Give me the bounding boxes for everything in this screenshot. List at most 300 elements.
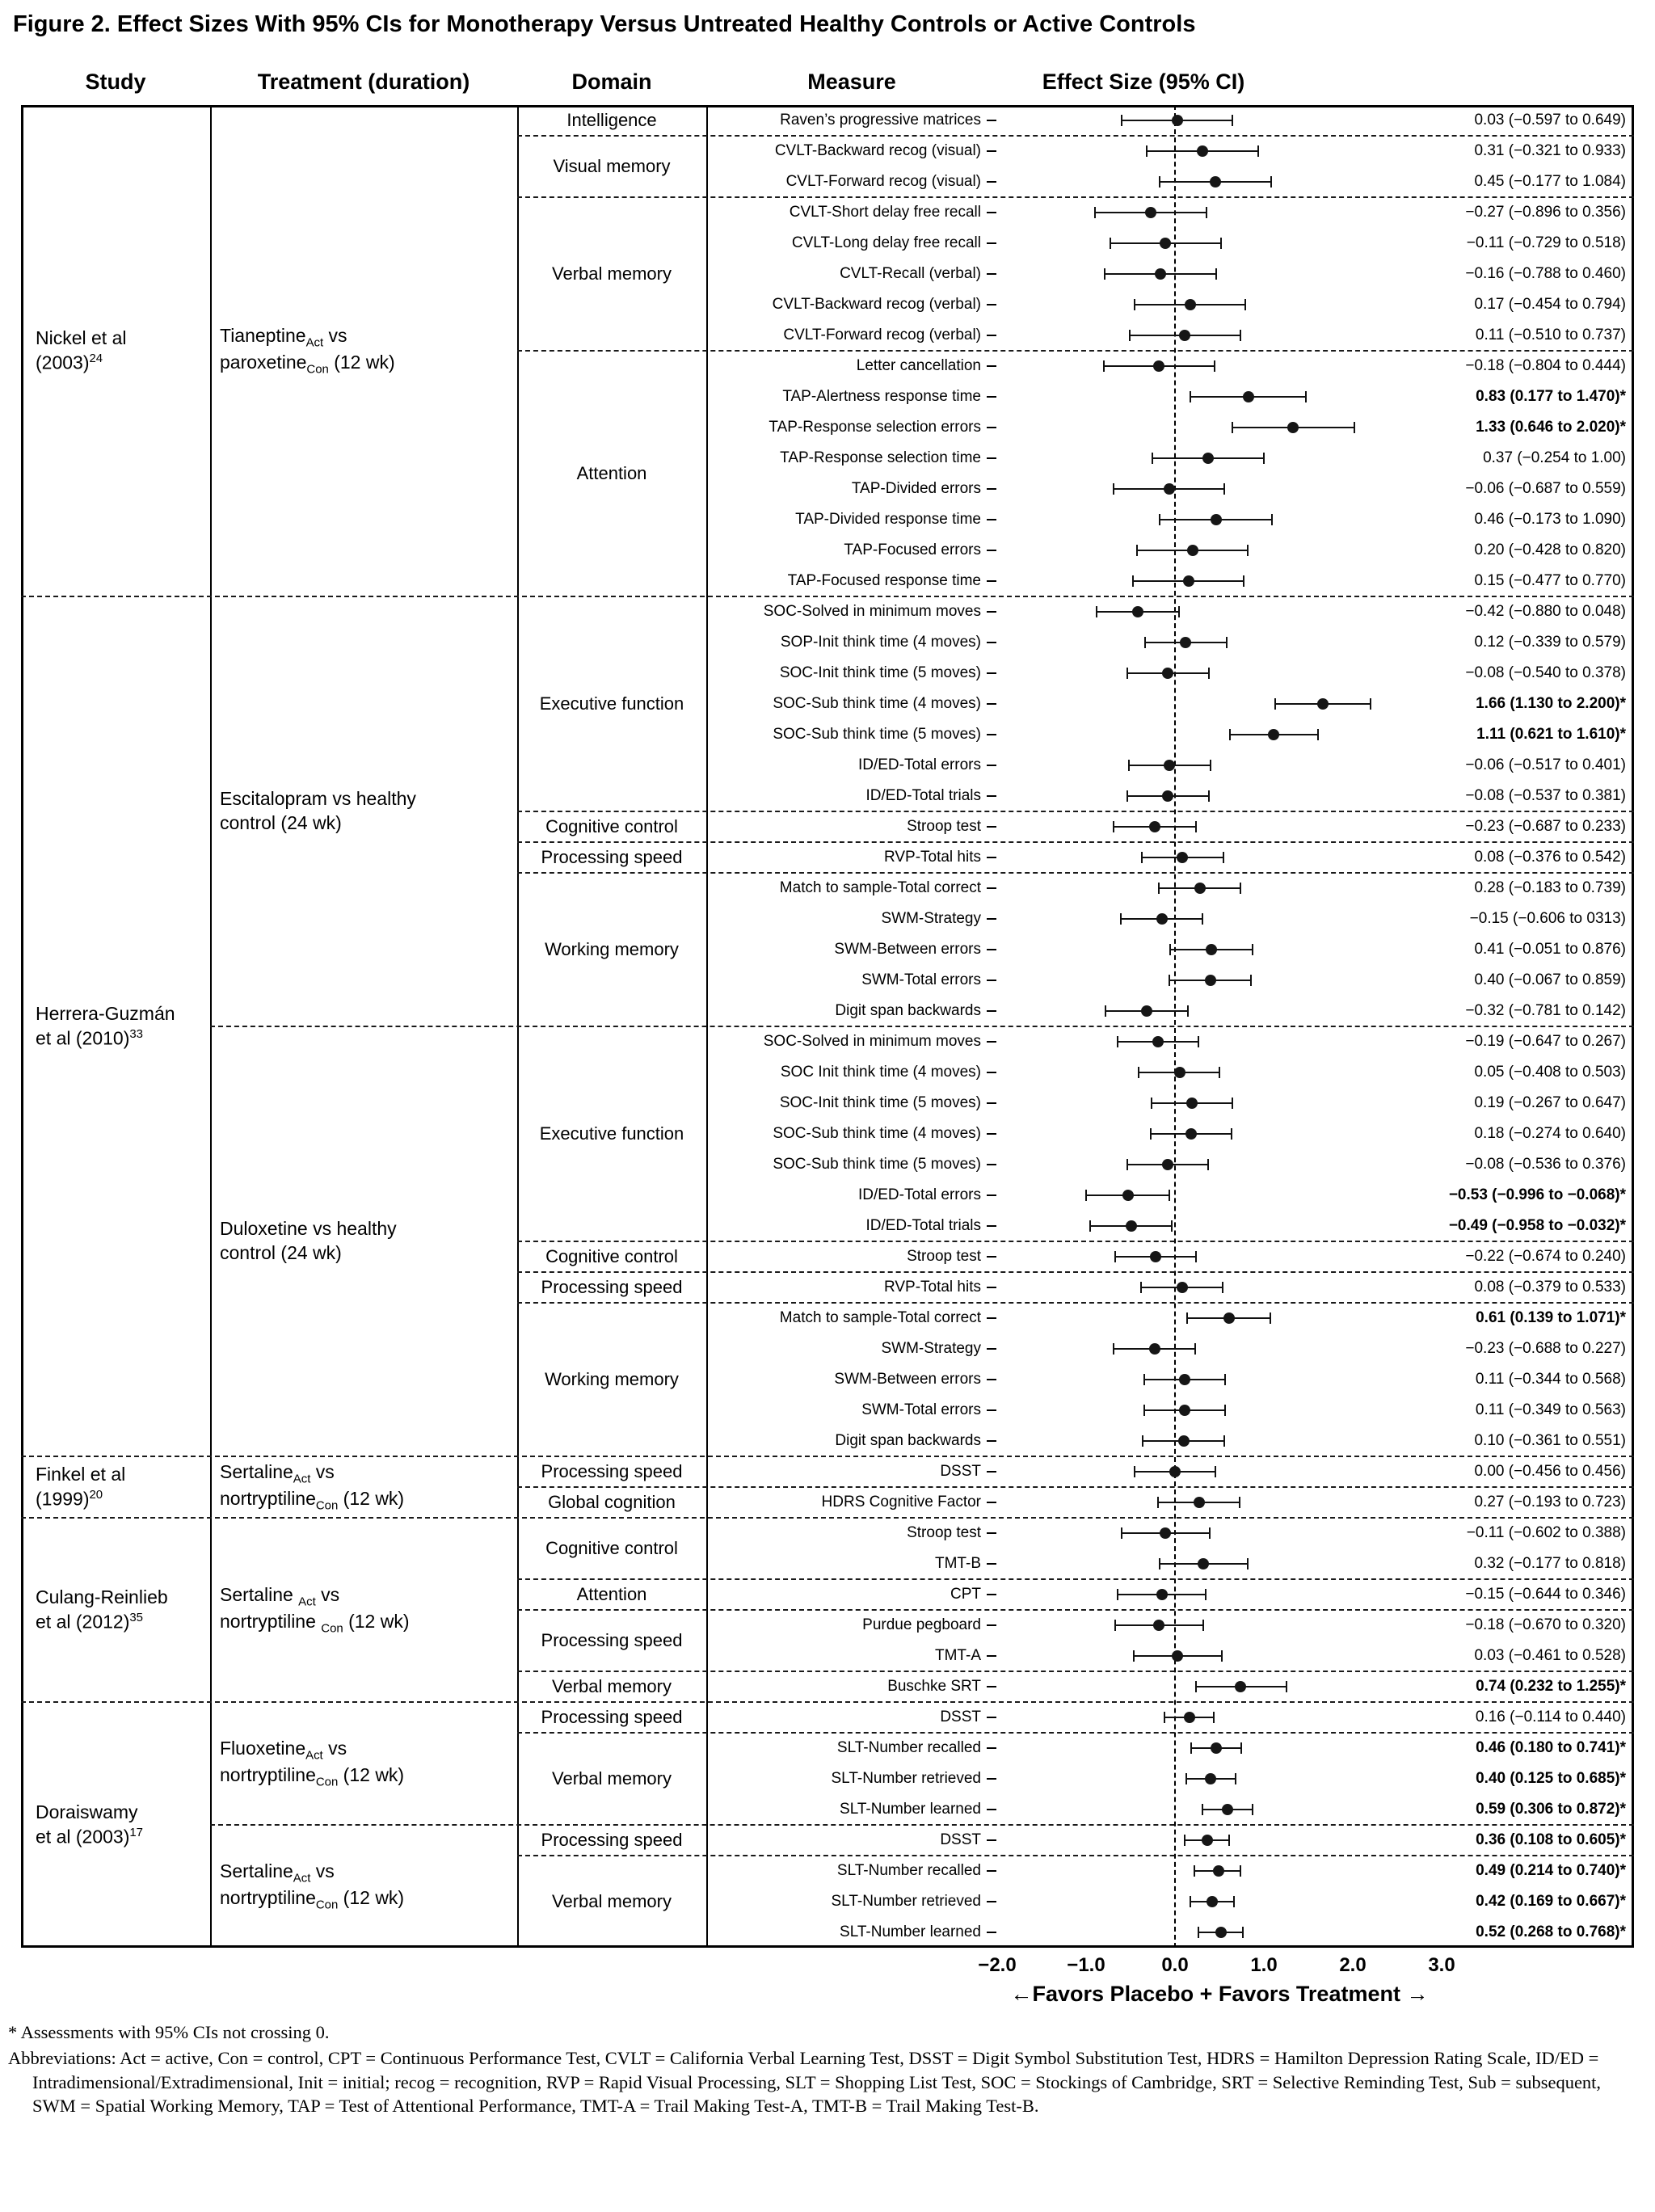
- measure-tick: [987, 580, 996, 582]
- ci-cap-high: [1219, 1067, 1220, 1078]
- measure-tick: [987, 120, 996, 121]
- measure-label: TAP-Divided errors: [851, 480, 981, 497]
- measure-label: CVLT-Backward recog (visual): [774, 142, 981, 159]
- ci-cap-high: [1240, 1742, 1242, 1754]
- treatment-label-text: Sertaline$_{Act}$ vs nortryptiline$_{Con}$ (12 wk): [220, 1460, 405, 1513]
- ci-cap-high: [1209, 1527, 1211, 1539]
- domain-label: [520, 1733, 704, 1825]
- treatment-label-text: Fluoxetine$_{Act}$ vs nortryptiline$_{Con}$ (12 wk): [220, 1737, 405, 1789]
- ci-cap-high: [1169, 1190, 1170, 1201]
- measure-label: Match to sample-Total correct: [779, 1309, 981, 1326]
- measure-label: SLT-Number recalled: [836, 1862, 981, 1879]
- measure-label: TAP-Alertness response time: [782, 388, 981, 405]
- domain-label-text: Visual memory: [553, 155, 671, 176]
- domain-label: [520, 842, 704, 873]
- measure-label: Match to sample-Total correct: [779, 879, 981, 896]
- domain-label: [520, 197, 704, 351]
- measure-tick: [987, 1379, 996, 1380]
- effect-size-value: 0.27 (−0.193 to 0.723): [1474, 1494, 1626, 1510]
- ci-cap-high: [1244, 299, 1246, 310]
- measure-label: DSST: [940, 1463, 981, 1480]
- measure-label: SOC Init think time (4 moves): [780, 1064, 981, 1081]
- ci-cap-low: [1126, 1159, 1128, 1170]
- effect-size-value: 0.32 (−0.177 to 0.818): [1474, 1555, 1626, 1572]
- effect-size-value: 1.33 (0.646 to 2.020)*: [1476, 419, 1626, 436]
- measure-label: SOC-Sub think time (4 moves): [773, 1125, 981, 1142]
- ci-cap-low: [1157, 1497, 1159, 1508]
- effect-size-value: −0.42 (−0.880 to 0.048): [1465, 603, 1626, 620]
- effect-size-value: 0.59 (0.306 to 0.872)*: [1476, 1801, 1626, 1818]
- ci-cap-low: [1117, 1036, 1118, 1047]
- figure-title: Figure 2. Effect Sizes With 95% CIs for Monotherapy Versus Untreated Healthy Controls or Active Controls: [13, 11, 1196, 37]
- ci-cap-low: [1096, 606, 1097, 617]
- effect-point: [1206, 944, 1217, 955]
- effect-point: [1197, 145, 1208, 157]
- treatment-label: [220, 105, 511, 596]
- ci-cap-high: [1252, 1804, 1253, 1815]
- measure-label: SLT-Number learned: [840, 1801, 981, 1818]
- domain-label-text: Attention: [576, 1583, 647, 1604]
- treatment-label-text: Tianeptine$_{Act}$ vs paroxetine$_{Con}$ (12 wk): [220, 324, 395, 377]
- ci-cap-low: [1164, 1712, 1165, 1723]
- x-axis-tick-label: −2.0: [978, 1954, 1017, 1976]
- domain-label: [520, 1026, 704, 1241]
- measure-label: SOC-Solved in minimum moves: [763, 1033, 981, 1050]
- measure-label: Digit span backwards: [835, 1002, 981, 1019]
- effect-size-value: 0.46 (0.180 to 0.741)*: [1476, 1739, 1626, 1756]
- domain-label: [520, 1671, 704, 1702]
- study-label-text: Doraiswamy et al $(2003)^{17}$: [36, 1801, 143, 1848]
- domain-label-text: Processing speed: [541, 1629, 683, 1650]
- domain-label: [520, 1272, 704, 1303]
- measure-tick: [987, 1164, 996, 1165]
- effect-point: [1213, 1865, 1224, 1877]
- ci-cap-low: [1121, 115, 1122, 126]
- treatment-label: [220, 1456, 511, 1518]
- column-header-study: Study: [85, 70, 146, 94]
- treatment-label: [220, 1702, 511, 1825]
- effect-point: [1205, 1773, 1216, 1784]
- abbreviations-footnote: Abbreviations: Act = active, Con = control, CPT = Continuous Performance Test, CVLT = California Verbal Learning Test, DSST = Digit Symbol Substitution Test, HDRS = Hamilton Depression Rating Scale, ID/ED = Intradimensional/Extradimensional, Init = initial; recog = recognition, RVP = Rapid Visual Processing, SLT = Shopping List Test, SOC = Stockings of Cambridge, SRT = Selective Reminding Test, Sub = subsequent, SWM = Spatial Working Memory, TAP = Test of Attentional Performance, TMT-A = Trail Making Test-A, TMT-B = Trail Making Test-B.: [8, 2048, 1602, 2117]
- ci-cap-low: [1104, 268, 1105, 280]
- domain-label: [520, 351, 704, 596]
- measure-tick: [987, 1471, 996, 1473]
- ci-cap-high: [1242, 1927, 1244, 1938]
- ci-cap-high: [1250, 975, 1252, 986]
- effect-point: [1186, 1098, 1198, 1109]
- effect-point: [1194, 1497, 1205, 1508]
- ci-cap-high: [1221, 1650, 1223, 1662]
- effect-point: [1184, 1712, 1195, 1723]
- effect-point: [1223, 1312, 1235, 1324]
- ci-cap-high: [1210, 760, 1211, 771]
- effect-size-value: 0.05 (−0.408 to 0.503): [1474, 1064, 1626, 1081]
- domain-label-text: Executive function: [539, 693, 684, 714]
- ci-cap-high: [1271, 514, 1273, 525]
- ci-cap-high: [1187, 1005, 1189, 1017]
- measure-label: SOC-Solved in minimum moves: [763, 603, 981, 620]
- domain-label: [520, 1856, 704, 1948]
- measure-label: SLT-Number recalled: [836, 1739, 981, 1756]
- domain-label-text: Cognitive control: [545, 815, 678, 836]
- domain-label-text: Cognitive control: [545, 1537, 678, 1558]
- ci-cap-low: [1159, 1558, 1160, 1569]
- effect-point: [1160, 1527, 1171, 1539]
- study-label: [36, 1456, 200, 1518]
- measure-tick: [987, 826, 996, 828]
- effect-point: [1194, 883, 1206, 894]
- effect-size-value: 0.03 (−0.597 to 0.649): [1474, 112, 1626, 129]
- study-label: [36, 1518, 200, 1702]
- effect-size-value: −0.18 (−0.670 to 0.320): [1465, 1616, 1626, 1633]
- ci-cap-low: [1126, 790, 1128, 802]
- measure-tick: [987, 1624, 996, 1626]
- measure-tick: [987, 795, 996, 797]
- measure-tick: [987, 1809, 996, 1810]
- ci-cap-low: [1159, 176, 1160, 187]
- measure-tick: [987, 1102, 996, 1104]
- measure-tick: [987, 457, 996, 459]
- measure-label: SOC-Sub think time (4 moves): [773, 695, 981, 712]
- effect-size-value: −0.15 (−0.606 to 0313): [1469, 910, 1626, 927]
- measure-tick: [987, 1563, 996, 1565]
- measure-label: RVP-Total hits: [883, 1279, 981, 1296]
- measure-tick: [987, 335, 996, 336]
- ci-cap-high: [1178, 606, 1180, 617]
- effect-point: [1317, 698, 1329, 710]
- ci-cap-high: [1224, 1374, 1226, 1385]
- effect-point: [1178, 1435, 1190, 1447]
- measure-tick: [987, 1655, 996, 1657]
- measure-tick: [987, 1440, 996, 1442]
- measure-tick: [987, 1287, 996, 1288]
- effect-size-value: −0.08 (−0.536 to 0.376): [1465, 1156, 1626, 1173]
- measure-label: Stroop test: [907, 818, 981, 835]
- measure-tick: [987, 150, 996, 152]
- measure-label: TMT-A: [935, 1647, 981, 1664]
- effect-size-value: −0.06 (−0.517 to 0.401): [1465, 756, 1626, 773]
- ci-cap-high: [1215, 1466, 1216, 1477]
- effect-size-value: 0.45 (−0.177 to 1.084): [1474, 173, 1626, 190]
- measure-tick: [987, 1932, 996, 1933]
- x-axis-tick-label: 3.0: [1428, 1954, 1455, 1976]
- domain-label-text: Executive function: [539, 1123, 684, 1144]
- domain-label: [520, 1487, 704, 1518]
- ci-cap-low: [1114, 1620, 1116, 1631]
- ci-cap-high: [1208, 790, 1210, 802]
- treatment-label: [220, 596, 511, 1026]
- domain-label: [520, 1303, 704, 1456]
- measure-label: CVLT-Recall (verbal): [840, 265, 981, 282]
- effect-size-value: −0.27 (−0.896 to 0.356): [1465, 204, 1626, 221]
- ci-cap-low: [1126, 668, 1128, 679]
- effect-size-value: 0.16 (−0.114 to 0.440): [1475, 1709, 1626, 1725]
- effect-size-value: 0.83 (0.177 to 1.470)*: [1476, 388, 1626, 405]
- effect-size-value: 1.66 (1.130 to 2.200)*: [1476, 695, 1626, 712]
- measure-tick: [987, 1194, 996, 1196]
- ci-cap-low: [1113, 1343, 1114, 1355]
- measure-label: SOC-Init think time (5 moves): [779, 664, 981, 681]
- measure-label: TAP-Divided response time: [795, 511, 981, 528]
- effect-size-value: −0.16 (−0.788 to 0.460): [1465, 265, 1626, 282]
- measure-label: SWM-Total errors: [861, 971, 981, 988]
- effect-size-value: 0.28 (−0.183 to 0.739): [1474, 879, 1626, 896]
- effect-size-value: 0.40 (0.125 to 0.685)*: [1476, 1770, 1626, 1787]
- ci-cap-low: [1190, 1742, 1192, 1754]
- measure-tick: [987, 1502, 996, 1503]
- ci-cap-high: [1231, 1128, 1232, 1140]
- effect-point: [1169, 1466, 1181, 1477]
- treatment-label: [220, 1825, 511, 1948]
- measure-label: TAP-Focused response time: [787, 572, 981, 589]
- effect-size-value: −0.08 (−0.537 to 0.381): [1465, 787, 1626, 804]
- ci-cap-high: [1233, 1896, 1235, 1907]
- ci-cap-low: [1105, 1005, 1106, 1017]
- effect-size-value: 0.19 (−0.267 to 0.647): [1474, 1094, 1626, 1111]
- measure-label: SLT-Number retrieved: [831, 1770, 981, 1787]
- ci-cap-high: [1213, 1712, 1215, 1723]
- ci-cap-low: [1190, 1896, 1191, 1907]
- effect-size-value: 0.11 (−0.349 to 0.563): [1475, 1401, 1626, 1418]
- domain-label: [520, 105, 704, 136]
- measure-label: SLT-Number retrieved: [831, 1893, 981, 1910]
- domain-label: [520, 1456, 704, 1487]
- ci-cap-high: [1206, 207, 1207, 218]
- ci-cap-low: [1232, 422, 1233, 433]
- ci-cap-high: [1317, 729, 1319, 740]
- ci-cap-low: [1195, 1681, 1197, 1692]
- ci-cap-low: [1194, 1865, 1195, 1877]
- ci-cap-low: [1133, 1650, 1135, 1662]
- ci-cap-high: [1232, 115, 1233, 126]
- domain-label-text: Processing speed: [541, 1706, 683, 1727]
- effect-size-value: 0.08 (−0.376 to 0.542): [1474, 849, 1626, 866]
- measure-tick: [987, 1594, 996, 1595]
- measure-label: TAP-Focused errors: [844, 541, 981, 558]
- domain-label-text: Processing speed: [541, 1276, 683, 1297]
- domain-label-text: Working memory: [545, 938, 679, 959]
- ci-cap-high: [1208, 668, 1210, 679]
- ci-cap-high: [1263, 453, 1265, 464]
- measure-tick: [987, 672, 996, 674]
- measure-tick: [987, 1348, 996, 1350]
- ci-cap-high: [1194, 1343, 1196, 1355]
- effect-size-value: −0.18 (−0.804 to 0.444): [1465, 357, 1626, 374]
- measure-tick: [987, 857, 996, 858]
- ci-cap-low: [1144, 637, 1146, 648]
- ci-cap-low: [1089, 1220, 1091, 1232]
- measure-label: CVLT-Long delay free recall: [791, 234, 981, 251]
- x-axis-tick-label: −1.0: [1067, 1954, 1105, 1976]
- measure-tick: [987, 918, 996, 920]
- effect-point: [1174, 1067, 1185, 1078]
- effect-point: [1132, 606, 1143, 617]
- measure-label: SWM-Between errors: [834, 1371, 981, 1388]
- study-label: [36, 596, 200, 1456]
- effect-size-value: −0.11 (−0.602 to 0.388): [1466, 1524, 1626, 1541]
- ci-cap-high: [1247, 545, 1249, 556]
- ci-cap-low: [1150, 1128, 1152, 1140]
- ci-cap-low: [1169, 975, 1170, 986]
- ci-cap-low: [1140, 1282, 1142, 1293]
- column-header-effect-size: Effect Size (95% CI): [1042, 70, 1245, 94]
- ci-cap-high: [1239, 1497, 1240, 1508]
- effect-size-value: 0.15 (−0.477 to 0.770): [1474, 572, 1626, 589]
- effect-point: [1185, 1128, 1197, 1140]
- domain-label: [520, 136, 704, 197]
- effect-size-value: −0.53 (−0.996 to −0.068)*: [1448, 1186, 1626, 1203]
- ci-cap-high: [1205, 1589, 1207, 1600]
- ci-cap-high: [1286, 1681, 1287, 1692]
- ci-cap-high: [1214, 360, 1215, 372]
- effect-size-value: −0.08 (−0.540 to 0.378): [1465, 664, 1626, 681]
- ci-cap-high: [1240, 330, 1241, 341]
- effect-size-value: −0.15 (−0.644 to 0.346): [1465, 1586, 1626, 1603]
- domain-label: [520, 811, 704, 842]
- ci-cap-high: [1171, 1220, 1173, 1232]
- domain-label: [520, 1702, 704, 1733]
- effect-point: [1156, 1589, 1168, 1600]
- ci-cap-low: [1134, 1466, 1135, 1477]
- effect-point: [1187, 545, 1198, 556]
- effect-size-value: −0.06 (−0.687 to 0.559): [1465, 480, 1626, 497]
- ci-cap-low: [1202, 1804, 1203, 1815]
- ci-cap-high: [1223, 483, 1225, 495]
- effect-size-value: −0.22 (−0.674 to 0.240): [1465, 1248, 1626, 1265]
- effect-point: [1268, 729, 1279, 740]
- domain-label-text: Processing speed: [541, 1829, 683, 1850]
- measure-label: RVP-Total hits: [883, 849, 981, 866]
- measure-label: TAP-Response selection time: [780, 449, 981, 466]
- ci-cap-low: [1146, 145, 1148, 157]
- domain-label: [520, 1518, 704, 1579]
- measure-label: Buschke SRT: [887, 1678, 981, 1695]
- ci-cap-low: [1113, 483, 1114, 495]
- significance-footnote: * Assessments with 95% CIs not crossing 0.: [8, 2022, 330, 2042]
- effect-point: [1205, 975, 1216, 986]
- ci-cap-high: [1235, 1773, 1236, 1784]
- treatment-label-text: Sertaline$_{Act}$ vs nortryptiline$_{Con}$ (12 wk): [220, 1860, 405, 1912]
- measure-label: DSST: [940, 1709, 981, 1725]
- effect-point: [1211, 514, 1222, 525]
- column-header-domain: Domain: [571, 70, 652, 94]
- effect-size-value: 0.10 (−0.361 to 0.551): [1474, 1432, 1626, 1449]
- ci-cap-low: [1141, 852, 1143, 863]
- measure-tick: [987, 304, 996, 305]
- ci-cap-low: [1103, 360, 1105, 372]
- measure-label: TMT-B: [935, 1555, 981, 1572]
- ci-cap-low: [1085, 1190, 1087, 1201]
- x-axis-direction-label: ←Favors Placebo + Favors Treatment →: [1010, 1982, 1429, 2006]
- effect-size-value: 0.03 (−0.461 to 0.528): [1474, 1647, 1626, 1664]
- effect-size-value: 0.12 (−0.339 to 0.579): [1474, 634, 1626, 651]
- effect-size-value: 0.74 (0.232 to 1.255)*: [1476, 1678, 1626, 1695]
- ci-cap-low: [1128, 760, 1130, 771]
- measure-label: SWM-Strategy: [881, 1340, 981, 1357]
- ci-cap-high: [1270, 176, 1272, 187]
- ci-cap-high: [1228, 1835, 1230, 1846]
- domain-label: [520, 1241, 704, 1272]
- measure-tick: [987, 1839, 996, 1841]
- ci-cap-high: [1202, 913, 1203, 925]
- effect-point: [1122, 1190, 1134, 1201]
- effect-point: [1179, 330, 1190, 341]
- effect-point: [1210, 176, 1221, 187]
- effect-point: [1177, 852, 1188, 863]
- effect-size-value: 0.49 (0.214 to 0.740)*: [1476, 1862, 1626, 1879]
- study-label-text: Culang-Reinlieb et al $(2012)^{35}$: [36, 1586, 168, 1633]
- domain-label: [520, 596, 704, 811]
- measure-tick: [987, 427, 996, 428]
- column-header-treatment: Treatment (duration): [257, 70, 470, 94]
- ci-cap-low: [1113, 821, 1114, 832]
- effect-point: [1177, 1282, 1188, 1293]
- ci-cap-low: [1142, 1435, 1143, 1447]
- effect-point: [1126, 1220, 1137, 1232]
- ci-cap-low: [1110, 238, 1111, 249]
- effect-size-value: 0.31 (−0.321 to 0.933): [1474, 142, 1626, 159]
- measure-label: CVLT-Forward recog (verbal): [783, 327, 981, 343]
- measure-label: Letter cancellation: [856, 357, 981, 374]
- effect-point: [1183, 575, 1194, 587]
- measure-tick: [987, 1901, 996, 1902]
- measure-tick: [987, 181, 996, 183]
- ci-cap-high: [1240, 1865, 1241, 1877]
- measure-tick: [987, 396, 996, 398]
- treatment-label: [220, 1518, 511, 1702]
- measure-tick: [987, 887, 996, 889]
- study-label: [36, 105, 200, 596]
- effect-point: [1202, 453, 1214, 464]
- measure-tick: [987, 519, 996, 520]
- measure-tick: [987, 1778, 996, 1780]
- measure-tick: [987, 1072, 996, 1073]
- ci-cap-low: [1185, 1773, 1187, 1784]
- ci-cap-low: [1184, 1835, 1185, 1846]
- domain-label: [520, 1579, 704, 1610]
- study-label-text: Nickel et al $(2003)^{24}$: [36, 327, 127, 373]
- ci-cap-low: [1143, 1405, 1145, 1416]
- effect-point: [1202, 1835, 1213, 1846]
- ci-cap-high: [1220, 238, 1222, 249]
- effect-size-value: 1.11 (0.621 to 1.610)*: [1476, 726, 1626, 743]
- measure-tick: [987, 1870, 996, 1872]
- effect-point: [1160, 238, 1171, 249]
- effect-size-value: −0.49 (−0.958 to −0.032)*: [1448, 1217, 1626, 1234]
- x-axis-tick-label: 0.0: [1161, 1954, 1189, 1976]
- effect-size-value: 0.37 (−0.254 to 1.00): [1483, 449, 1626, 466]
- effect-size-value: −0.19 (−0.647 to 0.267): [1465, 1033, 1626, 1050]
- treatment-label-text: Escitalopram vs healthy control (24 wk): [220, 788, 416, 833]
- measure-tick: [987, 212, 996, 213]
- ci-cap-high: [1195, 1251, 1197, 1262]
- ci-cap-high: [1222, 1282, 1223, 1293]
- measure-tick: [987, 242, 996, 244]
- ci-cap-low: [1158, 883, 1160, 894]
- x-axis-tick-label: 1.0: [1250, 1954, 1278, 1976]
- ci-cap-high: [1226, 637, 1228, 648]
- measure-tick: [987, 1747, 996, 1749]
- measure-label: SOC-Sub think time (5 moves): [773, 726, 981, 743]
- domain-label: [520, 873, 704, 1026]
- measure-tick: [987, 1256, 996, 1258]
- measure-tick: [987, 1532, 996, 1534]
- ci-cap-low: [1094, 207, 1096, 218]
- ci-cap-high: [1198, 1036, 1199, 1047]
- effect-size-value: 0.46 (−0.173 to 1.090): [1474, 511, 1626, 528]
- measure-tick: [987, 1133, 996, 1135]
- effect-size-value: −0.23 (−0.687 to 0.233): [1465, 818, 1626, 835]
